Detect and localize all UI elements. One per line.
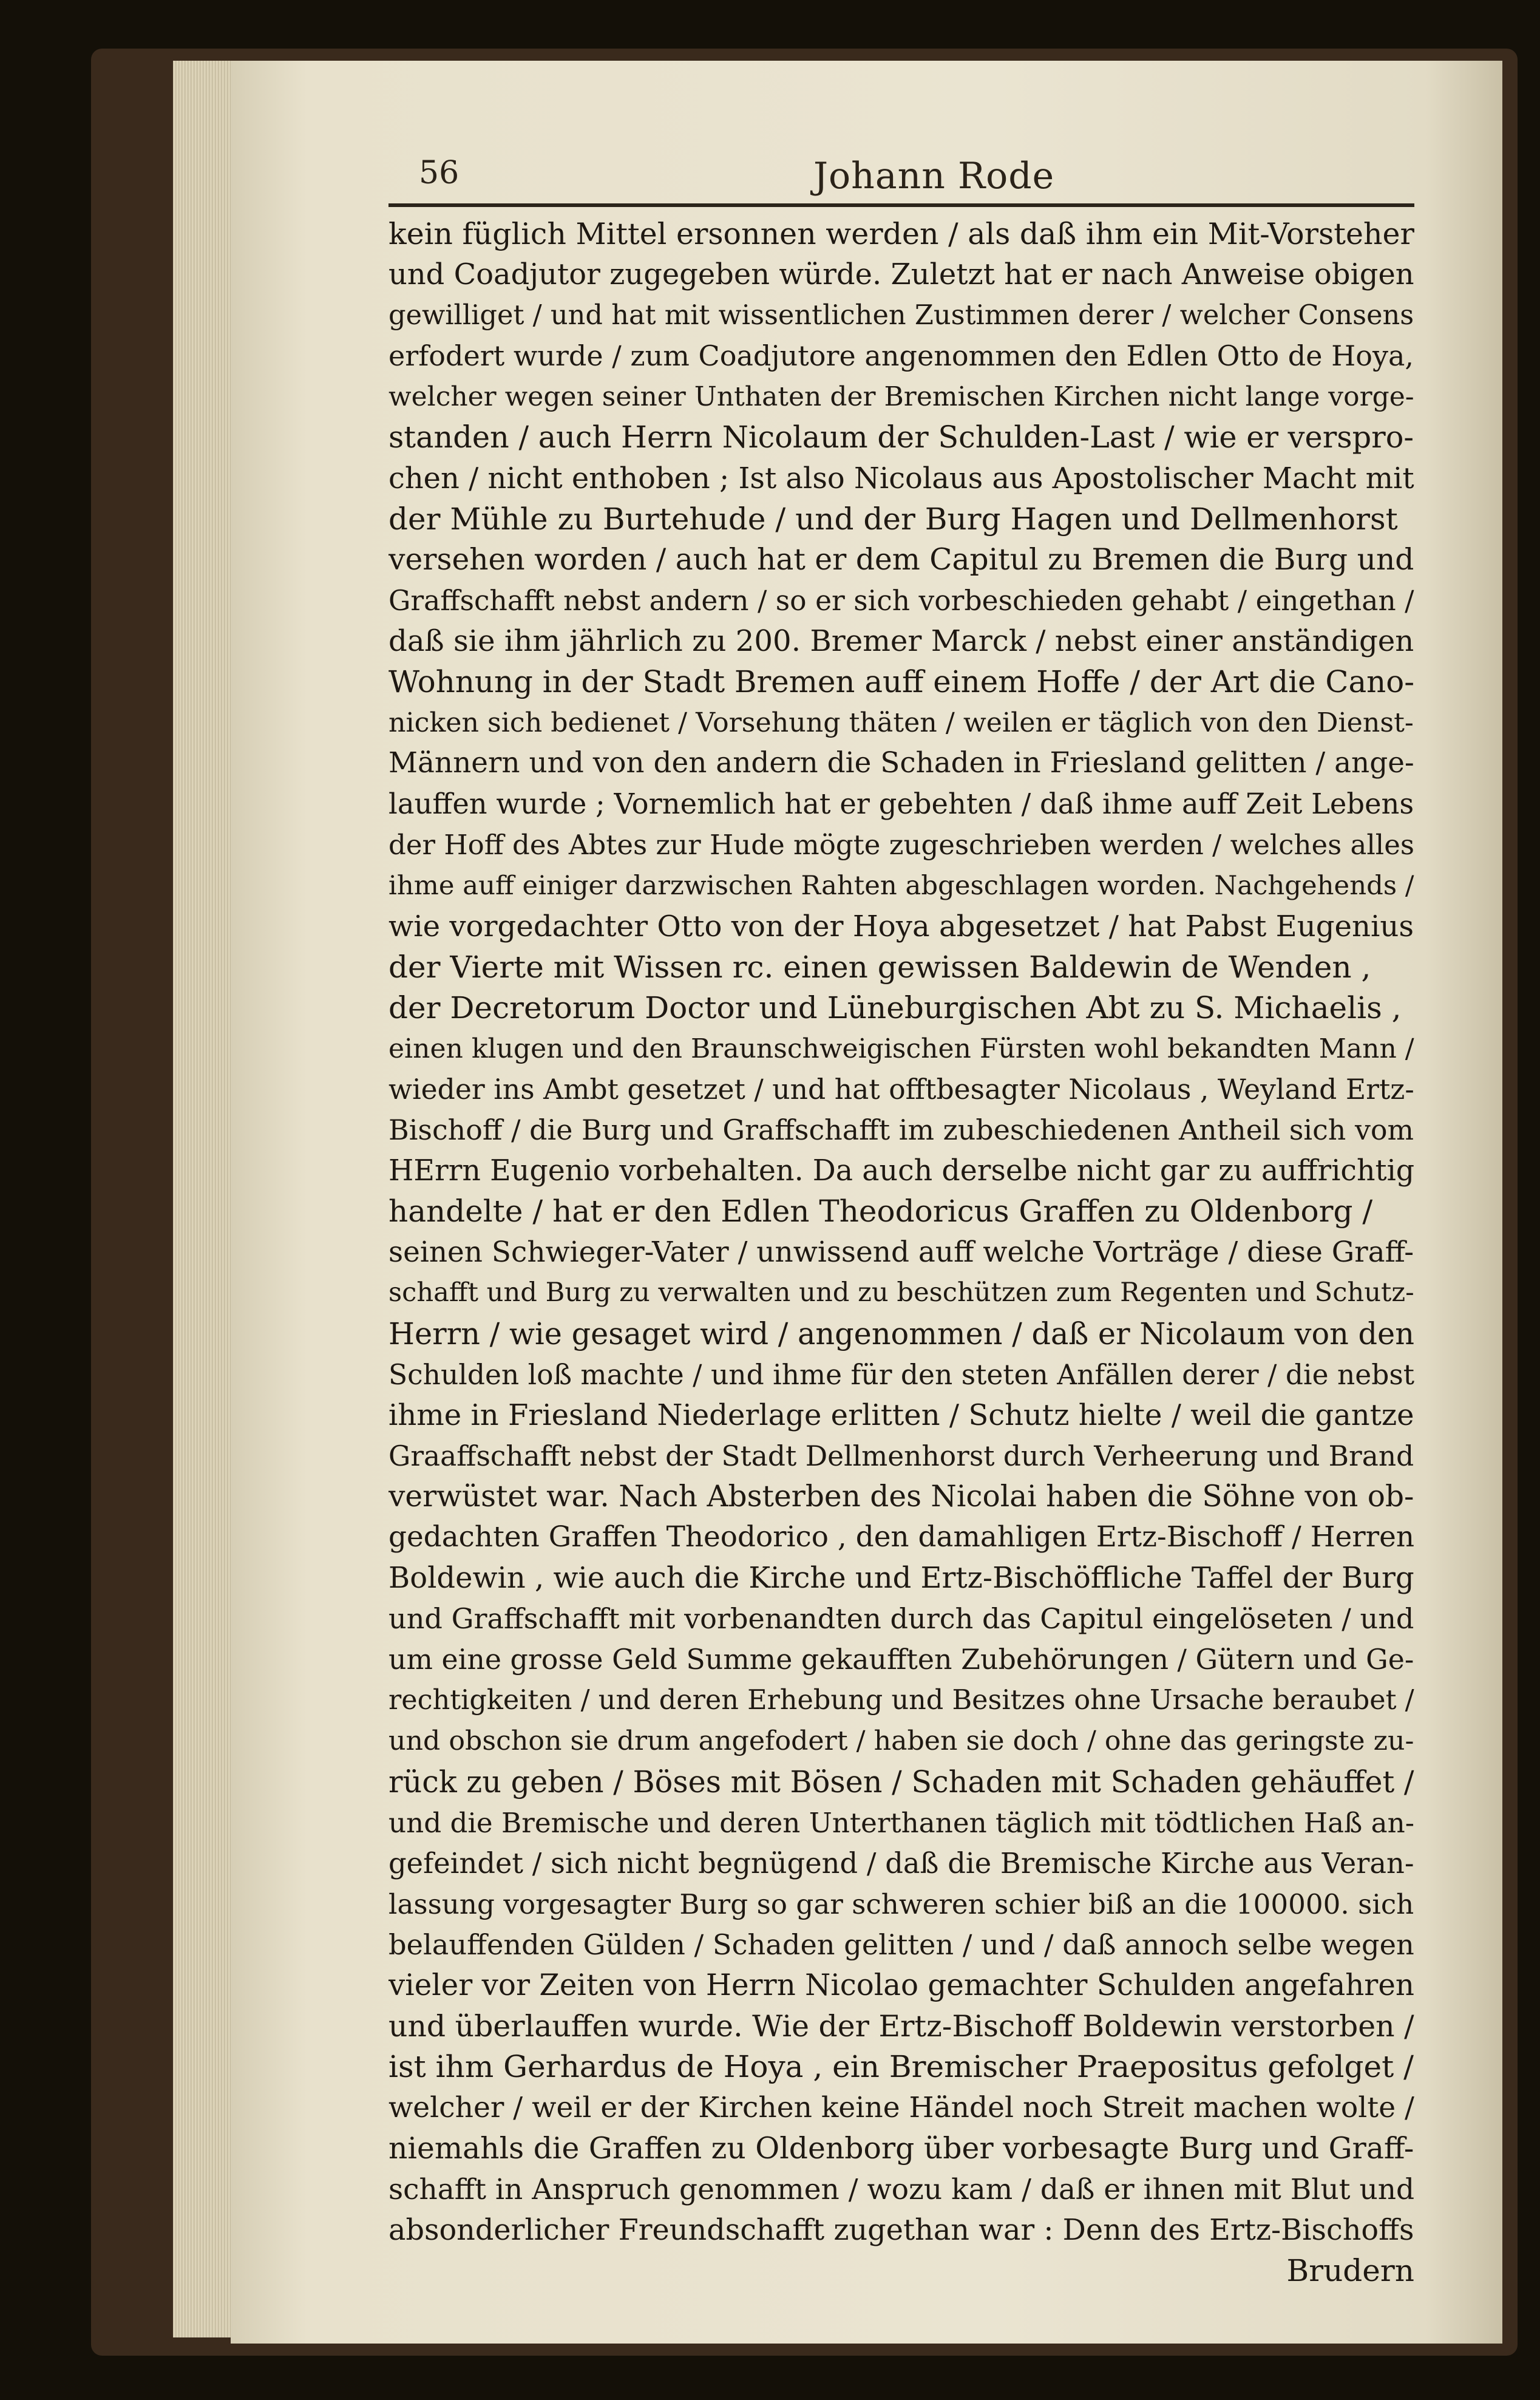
text-line: lassung vorgesagter Burg so gar schweren schier biß an die 100000. sich (388, 1888, 1414, 1920)
text-line: wie vorgedachter Otto von der Hoya abgesetzet / hat Pabst Eugenius (388, 909, 1414, 943)
running-title: Johann Rode (813, 155, 1055, 197)
text-line: Graaffschafft nebst der Stadt Dellmenhorst durch Verheerung und Brand (388, 1440, 1414, 1472)
text-line: und Coadjutor zugegeben würde. Zuletzt hat er nach Anweise obigen (388, 258, 1414, 292)
text-line: der Decretorum Doctor und Lüneburgischen Abt zu S. Michaelis , (388, 990, 1402, 1025)
text-line: und obschon sie drum angefodert / haben sie doch / ohne das geringste zu- (388, 1725, 1414, 1757)
text-line: der Hoff des Abtes zur Hude mögte zugeschrieben werden / welches alles (388, 829, 1414, 862)
text-line: gedachten Graffen Theodorico , den damahligen Ertz-Bischoff / Herren (388, 1521, 1414, 1554)
header-rule (388, 203, 1414, 207)
text-line: ihme auff einiger darzwischen Rahten abgeschlagen worden. Nachgehends / (388, 870, 1414, 901)
text-line: Männern und von den andern die Schaden in Friesland gelitten / ange- (388, 747, 1414, 780)
text-line: Herrn / wie gesaget wird / angenommen / daß er Nicolaum von den (388, 1316, 1414, 1351)
text-line: erfodert wurde / zum Coadjutore angenommen den Edlen Otto de Hoya, (388, 339, 1414, 373)
page-number: 56 (419, 155, 460, 191)
body-text (388, 214, 1414, 2291)
text-line: und die Bremische und deren Unterthanen täglich mit tödtlichen Haß an- (388, 1806, 1414, 1839)
text-line: und Graffschafft mit vorbenandten durch das Capitul eingelöseten / und (388, 1602, 1414, 1636)
text-line: belauffenden Gülden / Schaden gelitten / und / daß annoch selbe wegen (388, 1928, 1414, 1961)
text-line: kein füglich Mittel ersonnen werden / als daß ihm ein Mit-Vorsteher (388, 217, 1414, 251)
text-line: HErrn Eugenio vorbehalten. Da auch derselbe nicht gar zu auffrichtig (388, 1154, 1414, 1188)
catchword: Brudern (1286, 2252, 1414, 2288)
text-line: ist ihm Gerhardus de Hoya , ein Bremischer Praepositus gefolget / (388, 2049, 1414, 2085)
text-line: und überlauffen wurde. Wie der Ertz-Bischoff Boldewin verstorben / (388, 2009, 1414, 2044)
text-line: Wohnung in der Stadt Bremen auff einem Hoffe / der Art die Cano- (388, 664, 1414, 700)
text-line: seinen Schwieger-Vater / unwissend auff welche Vorträge / diese Graff- (388, 1236, 1414, 1270)
text-line: wieder ins Ambt gesetzet / und hat offtbesagter Nicolaus , Weyland Ertz- (388, 1073, 1414, 1106)
text-line: nicken sich bedienet / Vorsehung thäten / weilen er täglich von den Dienst- (388, 707, 1414, 739)
text-line: chen / nicht enthoben ; Ist also Nicolaus aus Apostolischer Macht mit (388, 461, 1414, 495)
text-line: rechtigkeiten / und deren Erhebung und Besitzes ohne Ursache beraubet / (388, 1684, 1414, 1716)
text-line: welcher wegen seiner Unthaten der Bremischen Kirchen nicht lange vorge- (388, 381, 1414, 413)
text-line: standen / auch Herrn Nicolaum der Schulden-Last / wie er verspro- (388, 420, 1414, 455)
text-line: ihme in Friesland Niederlage erlitten / Schutz hielte / weil die gantze (388, 1398, 1414, 1432)
page-header (419, 155, 1414, 203)
text-line: absonderlicher Freundschafft zugethan war : Denn des Ertz-Bischoffs (388, 2213, 1414, 2247)
text-line: um eine grosse Geld Summe gekaufften Zubehörungen / Gütern und Ge- (388, 1643, 1414, 1676)
text-line: Schulden loß machte / und ihme für den steten Anfällen derer / die nebst (388, 1358, 1414, 1391)
text-line: handelte / hat er den Edlen Theodoricus Graffen zu Oldenborg / (388, 1194, 1373, 1229)
text-line: rück zu geben / Böses mit Bösen / Schaden mit Schaden gehäuffet / (388, 1764, 1414, 1800)
text-line: gefeindet / sich nicht begnügend / daß die Bremische Kirche aus Veran- (388, 1846, 1414, 1880)
text-line: Bischoff / die Burg und Graffschafft im zubeschiedenen Antheil sich vom (388, 1113, 1414, 1147)
text-line: der Mühle zu Burtehude / und der Burg Hagen und Dellmenhorst (388, 501, 1398, 537)
text-line: daß sie ihm jährlich zu 200. Bremer Marck / nebst einer anständigen (388, 624, 1414, 658)
text-line: vieler vor Zeiten von Herrn Nicolao gemachter Schulden angefahren (388, 1968, 1414, 2003)
text-line: Graffschafft nebst andern / so er sich vorbeschieden gehabt / eingethan / (388, 584, 1414, 617)
page-edges (173, 61, 240, 2337)
text-line: schafft und Burg zu verwalten und zu beschützen zum Regenten und Schutz- (388, 1277, 1414, 1308)
text-line: versehen worden / auch hat er dem Capitul zu Bremen die Burg und (388, 542, 1414, 577)
text-line: niemahls die Graffen zu Oldenborg über vorbesagte Burg und Graff- (388, 2131, 1414, 2166)
text-line: einen klugen und den Braunschweigischen Fürsten wohl bekandten Mann / (388, 1033, 1414, 1064)
text-line: lauffen wurde ; Vornemlich hat er gebehten / daß ihme auff Zeit Lebens (388, 787, 1414, 821)
text-line: gewilliget / und hat mit wissentlichen Zustimmen derer / welcher Consens (388, 299, 1414, 331)
text-line: verwüstet war. Nach Absterben des Nicolai haben die Söhne von ob- (388, 1479, 1414, 1514)
text-line: schafft in Anspruch genommen / wozu kam / daß er ihnen mit Blut und (388, 2172, 1414, 2206)
text-line: der Vierte mit Wissen rc. einen gewissen Baldewin de Wenden , (388, 949, 1371, 985)
text-line: Boldewin , wie auch die Kirche und Ertz-Bischöffliche Taffel der Burg (388, 1561, 1414, 1596)
text-line: welcher / weil er der Kirchen keine Händel noch Streit machen wolte / (388, 2091, 1414, 2125)
